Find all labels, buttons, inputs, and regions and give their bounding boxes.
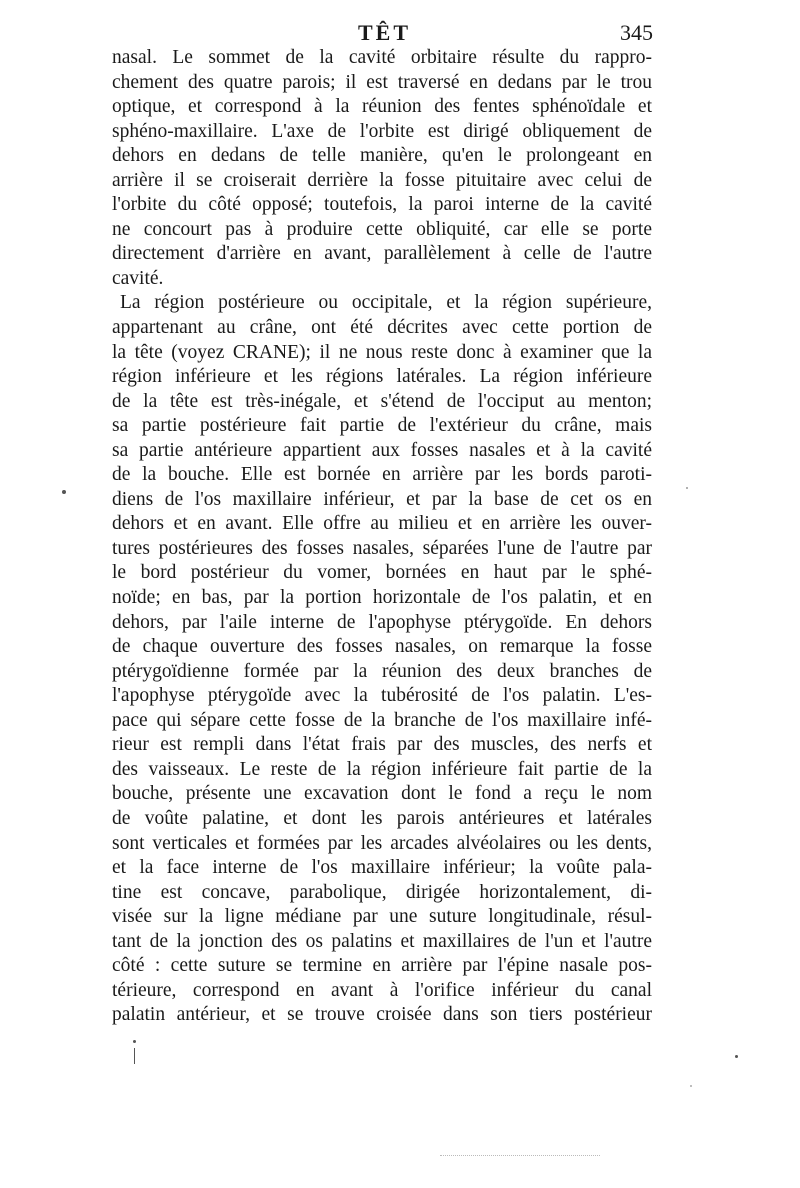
text-line: et la face interne de l'os maxillaire inférieur; la voûte pala- — [112, 857, 652, 879]
text-line: optique, et correspond à la réunion des fentes sphénoïdale et — [112, 96, 652, 118]
ink-speck — [686, 487, 688, 489]
text-line: arrière il se croiserait derrière la fosse pituitaire avec celui de — [112, 169, 652, 191]
text-line: directement d'arrière en avant, parallèlement à celle de l'autre — [112, 243, 652, 265]
text-line: pace qui sépare cette fosse de la branche de l'os maxillaire infé- — [112, 709, 652, 731]
text-line: de chaque ouverture des fosses nasales, on remarque la fosse — [112, 636, 652, 658]
text-line: l'apophyse ptérygoïde avec la tubérosité de l'os palatin. L'es- — [112, 685, 652, 707]
text-line: sphéno-maxillaire. L'axe de l'orbite est dirigé obliquement de — [112, 120, 652, 142]
text-line: sont verticales et formées par les arcades alvéolaires ou les dents, — [112, 832, 652, 854]
text-line: dehors en dedans de telle manière, qu'en le prolongeant en — [112, 145, 652, 167]
text-line: de voûte palatine, et dont les parois antérieures et latérales — [112, 807, 652, 829]
ink-speck — [690, 1085, 692, 1087]
text-line: région inférieure et les régions latérales. La région inférieure — [112, 366, 652, 388]
text-line: la tête (voyez CRANE); il ne nous reste donc à examiner que la — [112, 341, 652, 363]
text-line: tures postérieures des fosses nasales, séparées l'une de l'autre par — [112, 537, 652, 559]
text-line: des vaisseaux. Le reste de la région inférieure fait partie de la — [112, 758, 652, 780]
text-line: dehors et en avant. Elle offre au milieu et en arrière les ouver- — [112, 513, 652, 535]
text-line: palatin antérieur, et se trouve croisée dans son tiers postérieur — [112, 1004, 652, 1026]
text-line: chement des quatre parois; il est traversé en dedans par le trou — [112, 71, 652, 93]
text-line: appartenant au crâne, ont été décrites avec cette portion de — [112, 317, 652, 339]
text-line: l'orbite du côté opposé; toutefois, la paroi interne de la cavité — [112, 194, 652, 216]
text-line: térieure, correspond en avant à l'orifice inférieur du canal — [112, 979, 652, 1001]
text-line: tine est concave, parabolique, dirigée horizontalement, di- — [112, 881, 652, 903]
text-line: le bord postérieur du vomer, bornées en haut par le sphé- — [112, 562, 652, 584]
text-line: ptérygoïdienne formée par la réunion des deux branches de — [112, 660, 652, 682]
text-line: rieur est rempli dans l'état frais par des muscles, des nerfs et — [112, 734, 652, 756]
text-line: nasal. Le sommet de la cavité orbitaire résulte du rappro- — [112, 47, 652, 68]
text-line: cavité. — [112, 267, 164, 289]
text-line: sa partie antérieure appartient aux fosses nasales et à la cavité — [112, 439, 652, 461]
text-line: tant de la jonction des os palatins et maxillaires de l'un et l'autre — [112, 930, 652, 952]
text-line: noïde; en bas, par la portion horizontale de l'os palatin, et en — [112, 587, 652, 609]
text-line: sa partie postérieure fait partie de l'extérieur du crâne, mais — [112, 415, 652, 437]
page-number: 345 — [620, 20, 653, 45]
text-line: dehors, par l'aile interne de l'apophyse ptérygoïde. En dehors — [112, 611, 652, 633]
running-head: TÊT — [358, 20, 412, 45]
text-line: côté : cette suture se termine en arrière par l'épine nasale pos- — [112, 955, 652, 977]
text-line: de la bouche. Elle est bornée en arrière par les bords paroti- — [112, 464, 652, 486]
text-line: bouche, présente une excavation dont le fond a reçu le nom — [112, 783, 652, 805]
ink-speck — [134, 1048, 135, 1064]
text-line: diens de l'os maxillaire inférieur, et par la base de cet os en — [112, 488, 652, 510]
text-line: de la tête est très-inégale, et s'étend de l'occiput au menton; — [112, 390, 652, 412]
faint-rule — [440, 1155, 600, 1157]
text-line: visée sur la ligne médiane par une suture longitudinale, résul- — [112, 906, 652, 928]
paper-specks — [0, 1040, 800, 1160]
ink-speck — [133, 1040, 136, 1043]
ink-speck — [735, 1055, 738, 1058]
body-text — [112, 46, 652, 1028]
text-line: ne concourt pas à produire cette obliquité, car elle se porte — [112, 218, 652, 240]
paragraph-first-line: La région postérieure ou occipitale, et la région supérieure, — [120, 292, 652, 314]
ink-speck — [62, 490, 66, 494]
